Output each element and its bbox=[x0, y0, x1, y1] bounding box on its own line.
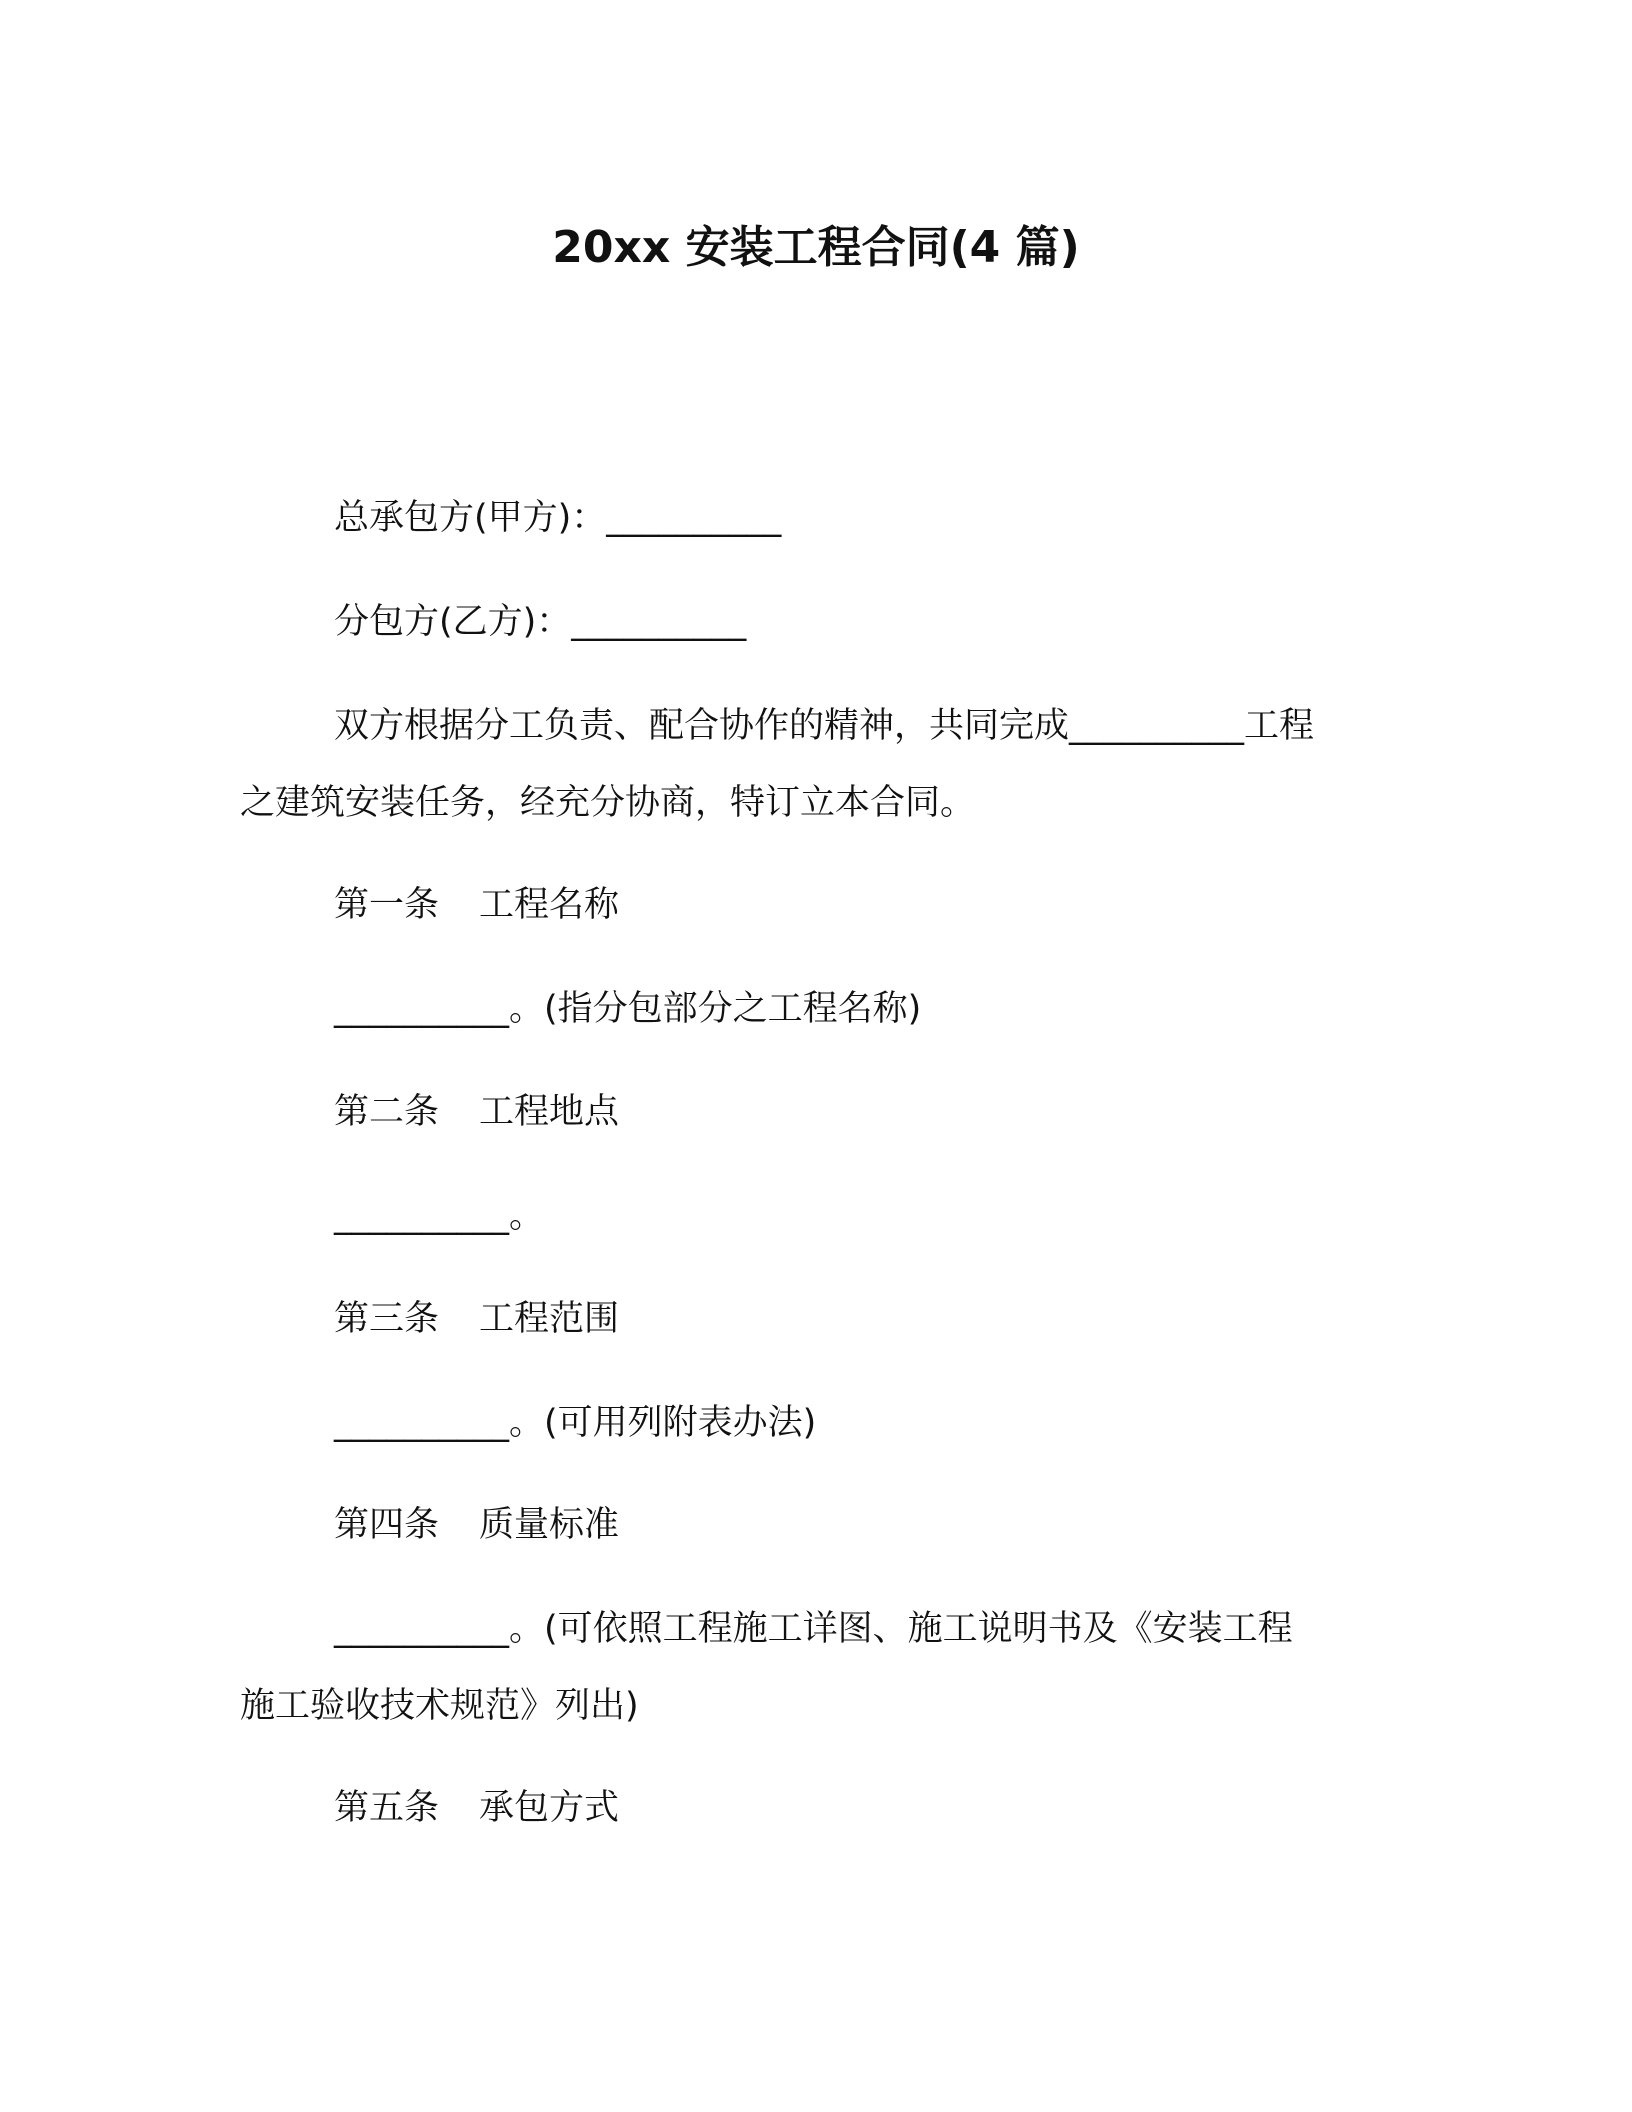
party-a-line: 总承包方(甲方)：__________ bbox=[334, 498, 782, 538]
preamble-line-1: 双方根据分工负责、配合协作的精神，共同完成__________工程 bbox=[334, 706, 1315, 746]
article-2-number: 第二条 bbox=[334, 1092, 440, 1132]
article-3-title: 工程范围 bbox=[479, 1299, 620, 1339]
preamble-line-2: 之建筑安装任务，经充分协商，特订立本合同。 bbox=[240, 783, 976, 823]
article-5-title: 承包方式 bbox=[479, 1788, 620, 1828]
article-4-content-line-2: 施工验收技术规范》列出) bbox=[240, 1686, 639, 1726]
article-4-title: 质量标准 bbox=[479, 1505, 620, 1545]
article-1-heading bbox=[334, 880, 619, 930]
article-3-number: 第三条 bbox=[334, 1299, 440, 1339]
party-b-line: 分包方(乙方)：__________ bbox=[334, 602, 747, 642]
article-4-heading bbox=[334, 1500, 619, 1550]
article-1-number: 第一条 bbox=[334, 885, 440, 925]
article-1-title: 工程名称 bbox=[479, 885, 620, 925]
article-3-heading bbox=[334, 1294, 619, 1344]
article-1-content: __________。(指分包部分之工程名称) bbox=[334, 989, 922, 1029]
article-5-heading bbox=[334, 1783, 619, 1833]
article-2-heading bbox=[334, 1087, 619, 1137]
article-5-number: 第五条 bbox=[334, 1788, 440, 1828]
article-4-number: 第四条 bbox=[334, 1505, 440, 1545]
document-title: 20xx 安装工程合同(4 篇) bbox=[552, 222, 1080, 273]
article-2-content: __________。 bbox=[334, 1196, 545, 1236]
article-4-content-line-1: __________。(可依照工程施工详图、施工说明书及《安装工程 bbox=[334, 1609, 1293, 1649]
article-2-title: 工程地点 bbox=[479, 1092, 620, 1132]
article-3-content: __________。(可用列附表办法) bbox=[334, 1403, 817, 1443]
